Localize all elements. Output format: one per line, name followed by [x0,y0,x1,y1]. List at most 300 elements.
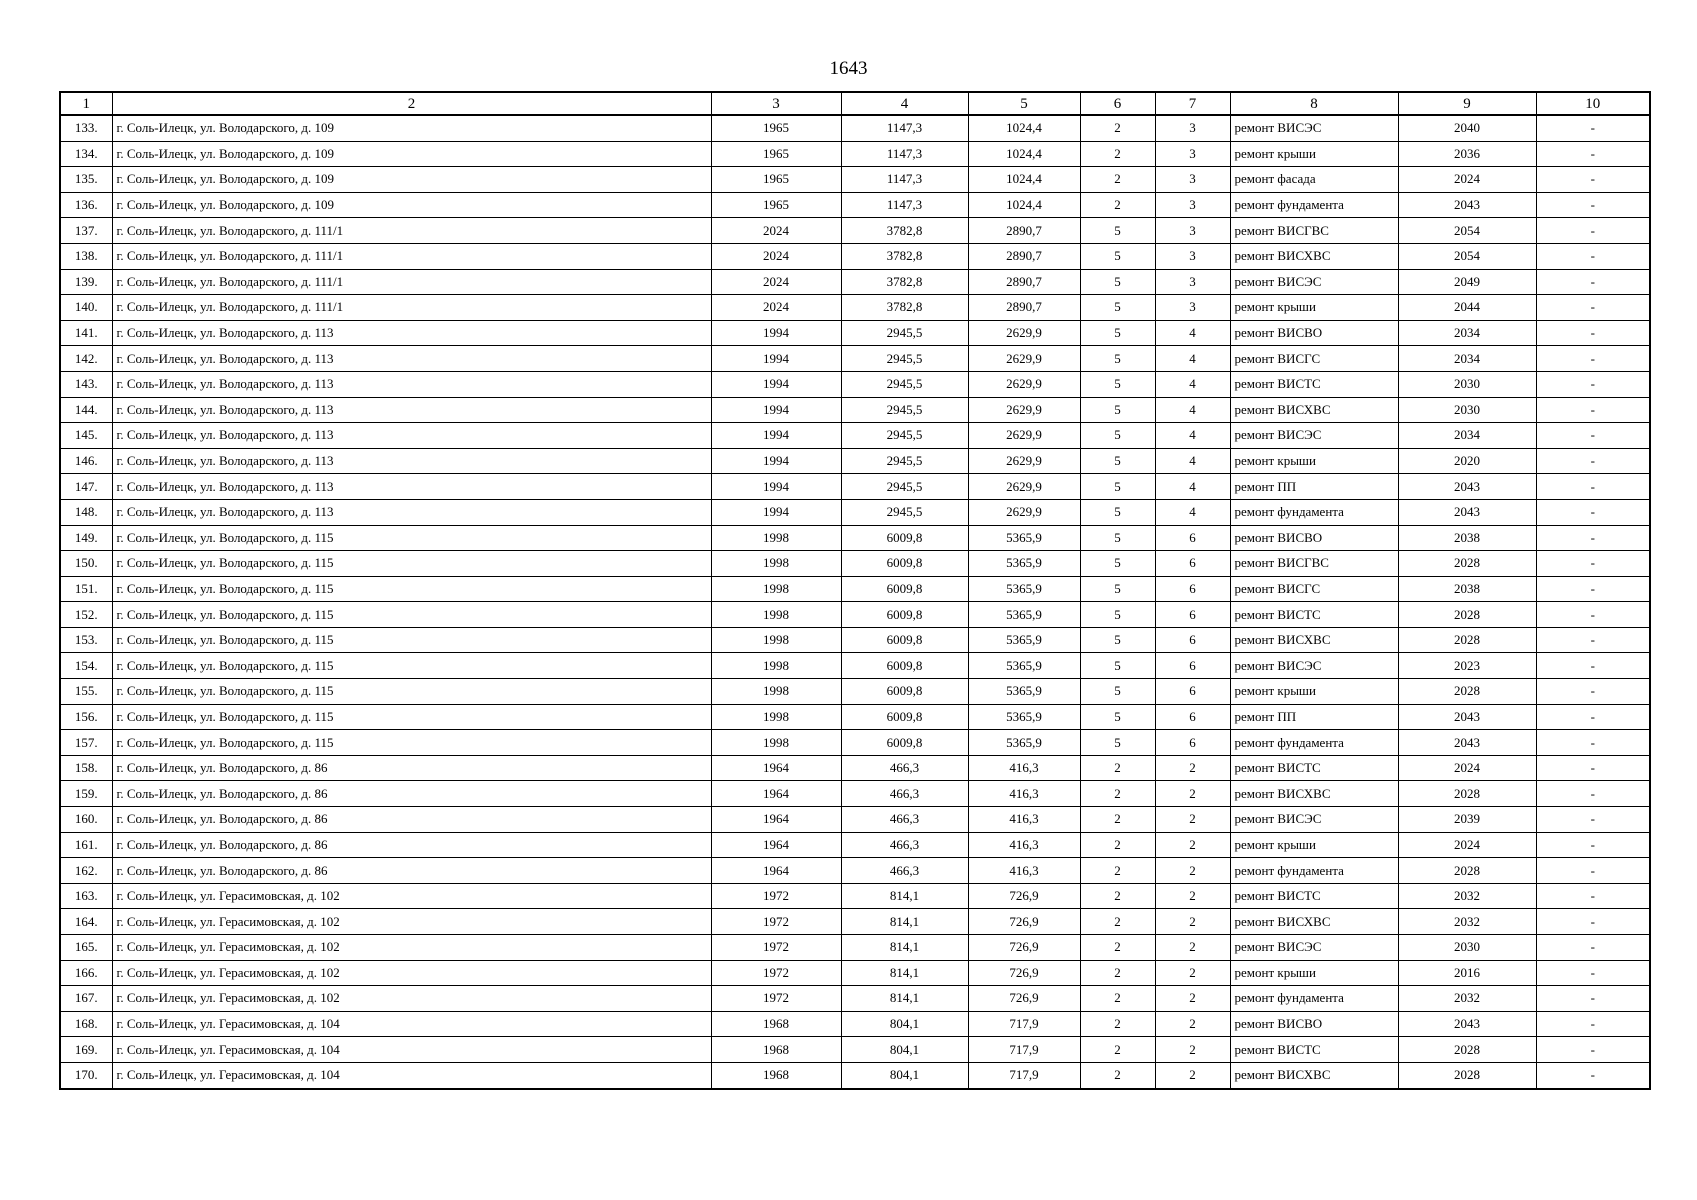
floors-cell: 2 [1080,1011,1155,1037]
work-type-cell: ремонт ВИСЭС [1230,653,1398,679]
row-number-cell: 168. [60,1011,112,1037]
living-area-cell: 2629,9 [968,474,1080,500]
address-cell: г. Соль-Илецк, ул. Володарского, д. 109 [112,167,711,193]
work-type-cell: ремонт ВИСХВС [1230,627,1398,653]
table-row [60,499,1650,525]
planned-year-cell: 2030 [1398,371,1536,397]
table-row [60,832,1650,858]
total-area-cell: 3782,8 [841,295,968,321]
note-cell: - [1536,525,1650,551]
row-number-cell: 149. [60,525,112,551]
living-area-cell: 1024,4 [968,192,1080,218]
column-header: 3 [711,92,841,115]
work-type-cell: ремонт ВИСВО [1230,1011,1398,1037]
note-cell: - [1536,320,1650,346]
planned-year-cell: 2028 [1398,679,1536,705]
living-area-cell: 2629,9 [968,448,1080,474]
entrances-cell: 6 [1155,653,1230,679]
year-cell: 1964 [711,807,841,833]
entrances-cell: 2 [1155,986,1230,1012]
address-cell: г. Соль-Илецк, ул. Володарского, д. 86 [112,807,711,833]
table-row [60,909,1650,935]
planned-year-cell: 2043 [1398,1011,1536,1037]
year-cell: 1972 [711,960,841,986]
address-cell: г. Соль-Илецк, ул. Володарского, д. 109 [112,115,711,141]
living-area-cell: 5365,9 [968,679,1080,705]
entrances-cell: 6 [1155,679,1230,705]
row-number-cell: 161. [60,832,112,858]
planned-year-cell: 2024 [1398,755,1536,781]
living-area-cell: 726,9 [968,960,1080,986]
work-type-cell: ремонт фундамента [1230,986,1398,1012]
total-area-cell: 6009,8 [841,627,968,653]
address-cell: г. Соль-Илецк, ул. Володарского, д. 111/1 [112,269,711,295]
row-number-cell: 139. [60,269,112,295]
note-cell: - [1536,909,1650,935]
note-cell: - [1536,423,1650,449]
planned-year-cell: 2024 [1398,167,1536,193]
living-area-cell: 2629,9 [968,397,1080,423]
total-area-cell: 6009,8 [841,730,968,756]
living-area-cell: 726,9 [968,883,1080,909]
total-area-cell: 3782,8 [841,243,968,269]
table-row [60,346,1650,372]
work-type-cell: ремонт ВИСХВС [1230,243,1398,269]
table-row [60,1037,1650,1063]
address-cell: г. Соль-Илецк, ул. Володарского, д. 113 [112,320,711,346]
table-row [60,730,1650,756]
floors-cell: 5 [1080,474,1155,500]
total-area-cell: 6009,8 [841,602,968,628]
planned-year-cell: 2032 [1398,986,1536,1012]
row-number-cell: 151. [60,576,112,602]
planned-year-cell: 2028 [1398,627,1536,653]
total-area-cell: 6009,8 [841,679,968,705]
row-number-cell: 162. [60,858,112,884]
column-header: 5 [968,92,1080,115]
note-cell: - [1536,397,1650,423]
planned-year-cell: 2038 [1398,576,1536,602]
living-area-cell: 416,3 [968,832,1080,858]
work-type-cell: ремонт фасада [1230,167,1398,193]
floors-cell: 2 [1080,141,1155,167]
floors-cell: 5 [1080,627,1155,653]
year-cell: 1994 [711,499,841,525]
year-cell: 1994 [711,423,841,449]
address-cell: г. Соль-Илецк, ул. Володарского, д. 111/1 [112,243,711,269]
work-type-cell: ремонт крыши [1230,679,1398,705]
table-row [60,602,1650,628]
note-cell: - [1536,295,1650,321]
planned-year-cell: 2043 [1398,192,1536,218]
floors-cell: 2 [1080,1062,1155,1088]
note-cell: - [1536,960,1650,986]
floors-cell: 5 [1080,653,1155,679]
work-type-cell: ремонт фундамента [1230,858,1398,884]
column-header: 2 [112,92,711,115]
work-type-cell: ремонт ВИСГВС [1230,551,1398,577]
note-cell: - [1536,576,1650,602]
year-cell: 1998 [711,576,841,602]
living-area-cell: 717,9 [968,1062,1080,1088]
total-area-cell: 2945,5 [841,423,968,449]
table-row [60,576,1650,602]
row-number-cell: 146. [60,448,112,474]
table-row [60,551,1650,577]
table-row [60,218,1650,244]
address-cell: г. Соль-Илецк, ул. Герасимовская, д. 104 [112,1037,711,1063]
note-cell: - [1536,551,1650,577]
entrances-cell: 2 [1155,807,1230,833]
floors-cell: 5 [1080,243,1155,269]
entrances-cell: 3 [1155,243,1230,269]
row-number-cell: 141. [60,320,112,346]
address-cell: г. Соль-Илецк, ул. Герасимовская, д. 104 [112,1011,711,1037]
table-row [60,679,1650,705]
planned-year-cell: 2054 [1398,243,1536,269]
work-type-cell: ремонт ВИСЭС [1230,935,1398,961]
table-row [60,423,1650,449]
entrances-cell: 6 [1155,602,1230,628]
work-type-cell: ремонт ВИСГС [1230,346,1398,372]
address-cell: г. Соль-Илецк, ул. Володарского, д. 115 [112,653,711,679]
row-number-cell: 167. [60,986,112,1012]
note-cell: - [1536,141,1650,167]
table-row [60,115,1650,141]
total-area-cell: 1147,3 [841,115,968,141]
work-type-cell: ремонт фундамента [1230,730,1398,756]
living-area-cell: 416,3 [968,755,1080,781]
note-cell: - [1536,243,1650,269]
total-area-cell: 2945,5 [841,499,968,525]
column-header: 8 [1230,92,1398,115]
living-area-cell: 2629,9 [968,346,1080,372]
total-area-cell: 814,1 [841,960,968,986]
year-cell: 1994 [711,346,841,372]
column-header: 10 [1536,92,1650,115]
row-number-cell: 138. [60,243,112,269]
row-number-cell: 154. [60,653,112,679]
work-type-cell: ремонт ВИСЭС [1230,115,1398,141]
year-cell: 2024 [711,269,841,295]
entrances-cell: 3 [1155,295,1230,321]
address-cell: г. Соль-Илецк, ул. Володарского, д. 115 [112,679,711,705]
note-cell: - [1536,448,1650,474]
work-type-cell: ремонт ВИСЭС [1230,269,1398,295]
address-cell: г. Соль-Илецк, ул. Володарского, д. 113 [112,346,711,372]
floors-cell: 2 [1080,115,1155,141]
address-cell: г. Соль-Илецк, ул. Володарского, д. 115 [112,627,711,653]
planned-year-cell: 2028 [1398,858,1536,884]
living-area-cell: 1024,4 [968,141,1080,167]
year-cell: 2024 [711,295,841,321]
note-cell: - [1536,474,1650,500]
total-area-cell: 466,3 [841,858,968,884]
table-row [60,320,1650,346]
address-cell: г. Соль-Илецк, ул. Володарского, д. 111/1 [112,218,711,244]
year-cell: 1994 [711,320,841,346]
work-type-cell: ремонт крыши [1230,448,1398,474]
living-area-cell: 5365,9 [968,653,1080,679]
work-type-cell: ремонт ВИСХВС [1230,1062,1398,1088]
living-area-cell: 5365,9 [968,576,1080,602]
table-row [60,653,1650,679]
planned-year-cell: 2043 [1398,499,1536,525]
table-row [60,474,1650,500]
note-cell: - [1536,1062,1650,1088]
address-cell: г. Соль-Илецк, ул. Герасимовская, д. 104 [112,1062,711,1088]
total-area-cell: 814,1 [841,883,968,909]
work-type-cell: ремонт фундамента [1230,499,1398,525]
column-header: 1 [60,92,112,115]
entrances-cell: 2 [1155,1037,1230,1063]
row-number-cell: 155. [60,679,112,705]
entrances-cell: 6 [1155,730,1230,756]
note-cell: - [1536,704,1650,730]
total-area-cell: 6009,8 [841,704,968,730]
entrances-cell: 4 [1155,320,1230,346]
planned-year-cell: 2034 [1398,423,1536,449]
row-number-cell: 166. [60,960,112,986]
floors-cell: 5 [1080,551,1155,577]
row-number-cell: 136. [60,192,112,218]
address-cell: г. Соль-Илецк, ул. Володарского, д. 115 [112,704,711,730]
note-cell: - [1536,755,1650,781]
floors-cell: 5 [1080,704,1155,730]
year-cell: 2024 [711,243,841,269]
year-cell: 1965 [711,167,841,193]
note-cell: - [1536,167,1650,193]
row-number-cell: 135. [60,167,112,193]
address-cell: г. Соль-Илецк, ул. Володарского, д. 86 [112,858,711,884]
table-row [60,269,1650,295]
table-body [60,115,1650,1089]
entrances-cell: 4 [1155,423,1230,449]
address-cell: г. Соль-Илецк, ул. Володарского, д. 113 [112,397,711,423]
work-type-cell: ремонт ВИСТС [1230,371,1398,397]
work-type-cell: ремонт ВИСВО [1230,525,1398,551]
planned-year-cell: 2043 [1398,704,1536,730]
work-type-cell: ремонт крыши [1230,295,1398,321]
planned-year-cell: 2030 [1398,935,1536,961]
table-row [60,448,1650,474]
total-area-cell: 2945,5 [841,448,968,474]
living-area-cell: 5365,9 [968,730,1080,756]
year-cell: 2024 [711,218,841,244]
entrances-cell: 2 [1155,781,1230,807]
living-area-cell: 416,3 [968,858,1080,884]
work-type-cell: ремонт крыши [1230,141,1398,167]
address-cell: г. Соль-Илецк, ул. Володарского, д. 111/1 [112,295,711,321]
note-cell: - [1536,781,1650,807]
living-area-cell: 1024,4 [968,115,1080,141]
entrances-cell: 3 [1155,141,1230,167]
living-area-cell: 726,9 [968,935,1080,961]
row-number-cell: 148. [60,499,112,525]
row-number-cell: 153. [60,627,112,653]
living-area-cell: 1024,4 [968,167,1080,193]
table-row [60,960,1650,986]
total-area-cell: 466,3 [841,781,968,807]
address-cell: г. Соль-Илецк, ул. Володарского, д. 113 [112,423,711,449]
living-area-cell: 416,3 [968,781,1080,807]
column-number-row [60,92,1650,115]
table-row [60,371,1650,397]
note-cell: - [1536,602,1650,628]
address-cell: г. Соль-Илецк, ул. Володарского, д. 115 [112,551,711,577]
address-cell: г. Соль-Илецк, ул. Володарского, д. 113 [112,499,711,525]
work-type-cell: ремонт ВИСТС [1230,1037,1398,1063]
entrances-cell: 2 [1155,1062,1230,1088]
living-area-cell: 5365,9 [968,602,1080,628]
floors-cell: 2 [1080,192,1155,218]
planned-year-cell: 2016 [1398,960,1536,986]
total-area-cell: 3782,8 [841,269,968,295]
address-cell: г. Соль-Илецк, ул. Володарского, д. 113 [112,448,711,474]
planned-year-cell: 2034 [1398,346,1536,372]
living-area-cell: 5365,9 [968,525,1080,551]
table-row [60,781,1650,807]
table-row [60,525,1650,551]
row-number-cell: 158. [60,755,112,781]
table-row [60,704,1650,730]
planned-year-cell: 2044 [1398,295,1536,321]
note-cell: - [1536,883,1650,909]
year-cell: 1998 [711,602,841,628]
entrances-cell: 2 [1155,935,1230,961]
total-area-cell: 6009,8 [841,525,968,551]
row-number-cell: 156. [60,704,112,730]
planned-year-cell: 2040 [1398,115,1536,141]
year-cell: 1972 [711,883,841,909]
row-number-cell: 152. [60,602,112,628]
table-row [60,243,1650,269]
total-area-cell: 1147,3 [841,192,968,218]
living-area-cell: 726,9 [968,986,1080,1012]
entrances-cell: 2 [1155,858,1230,884]
total-area-cell: 804,1 [841,1011,968,1037]
year-cell: 1968 [711,1037,841,1063]
floors-cell: 2 [1080,909,1155,935]
address-cell: г. Соль-Илецк, ул. Володарского, д. 86 [112,755,711,781]
total-area-cell: 466,3 [841,832,968,858]
note-cell: - [1536,371,1650,397]
entrances-cell: 6 [1155,551,1230,577]
note-cell: - [1536,218,1650,244]
living-area-cell: 5365,9 [968,551,1080,577]
year-cell: 1998 [711,730,841,756]
floors-cell: 5 [1080,218,1155,244]
total-area-cell: 1147,3 [841,167,968,193]
note-cell: - [1536,1011,1650,1037]
note-cell: - [1536,935,1650,961]
total-area-cell: 804,1 [841,1037,968,1063]
entrances-cell: 3 [1155,167,1230,193]
living-area-cell: 2890,7 [968,295,1080,321]
note-cell: - [1536,1037,1650,1063]
planned-year-cell: 2028 [1398,602,1536,628]
living-area-cell: 2629,9 [968,320,1080,346]
total-area-cell: 2945,5 [841,346,968,372]
floors-cell: 5 [1080,346,1155,372]
entrances-cell: 4 [1155,499,1230,525]
entrances-cell: 3 [1155,115,1230,141]
address-cell: г. Соль-Илецк, ул. Герасимовская, д. 102 [112,883,711,909]
page-number: 1643 [829,58,868,79]
work-type-cell: ремонт ВИСГВС [1230,218,1398,244]
year-cell: 1968 [711,1062,841,1088]
planned-year-cell: 2043 [1398,474,1536,500]
table-row [60,858,1650,884]
work-type-cell: ремонт крыши [1230,832,1398,858]
year-cell: 1998 [711,653,841,679]
total-area-cell: 6009,8 [841,653,968,679]
column-header: 4 [841,92,968,115]
year-cell: 1964 [711,858,841,884]
floors-cell: 2 [1080,960,1155,986]
living-area-cell: 416,3 [968,807,1080,833]
entrances-cell: 4 [1155,474,1230,500]
address-cell: г. Соль-Илецк, ул. Герасимовская, д. 102 [112,935,711,961]
planned-year-cell: 2032 [1398,883,1536,909]
address-cell: г. Соль-Илецк, ул. Володарского, д. 115 [112,602,711,628]
entrances-cell: 2 [1155,960,1230,986]
row-number-cell: 144. [60,397,112,423]
note-cell: - [1536,832,1650,858]
row-number-cell: 142. [60,346,112,372]
row-number-cell: 147. [60,474,112,500]
floors-cell: 2 [1080,935,1155,961]
total-area-cell: 814,1 [841,935,968,961]
year-cell: 1968 [711,1011,841,1037]
living-area-cell: 717,9 [968,1011,1080,1037]
total-area-cell: 2945,5 [841,397,968,423]
floors-cell: 2 [1080,883,1155,909]
entrances-cell: 2 [1155,1011,1230,1037]
entrances-cell: 6 [1155,525,1230,551]
planned-year-cell: 2039 [1398,807,1536,833]
total-area-cell: 3782,8 [841,218,968,244]
row-number-cell: 157. [60,730,112,756]
entrances-cell: 3 [1155,269,1230,295]
note-cell: - [1536,499,1650,525]
living-area-cell: 2629,9 [968,499,1080,525]
note-cell: - [1536,858,1650,884]
year-cell: 1965 [711,115,841,141]
floors-cell: 5 [1080,295,1155,321]
work-type-cell: ремонт ВИСЭС [1230,423,1398,449]
table-row [60,627,1650,653]
year-cell: 1994 [711,397,841,423]
total-area-cell: 804,1 [841,1062,968,1088]
address-cell: г. Соль-Илецк, ул. Володарского, д. 115 [112,525,711,551]
floors-cell: 2 [1080,858,1155,884]
row-number-cell: 170. [60,1062,112,1088]
year-cell: 1964 [711,781,841,807]
address-cell: г. Соль-Илецк, ул. Герасимовская, д. 102 [112,986,711,1012]
work-type-cell: ремонт ВИСХВС [1230,781,1398,807]
year-cell: 1998 [711,551,841,577]
planned-year-cell: 2036 [1398,141,1536,167]
entrances-cell: 6 [1155,704,1230,730]
floors-cell: 2 [1080,167,1155,193]
row-number-cell: 143. [60,371,112,397]
row-number-cell: 140. [60,295,112,321]
repair-schedule-table [59,91,1651,1090]
floors-cell: 5 [1080,499,1155,525]
note-cell: - [1536,730,1650,756]
work-type-cell: ремонт крыши [1230,960,1398,986]
